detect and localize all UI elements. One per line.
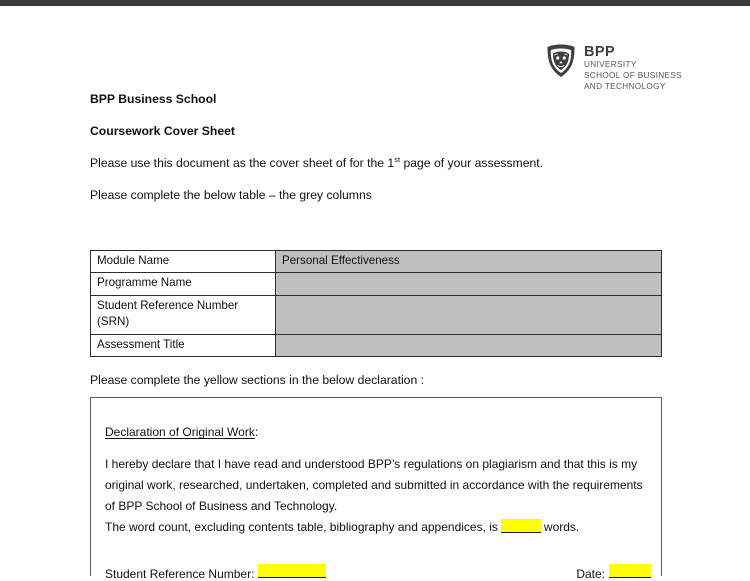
table-label-programme-name: Programme Name (91, 273, 276, 295)
ordinal-suffix: st (394, 154, 401, 164)
bpp-logo-text (584, 44, 682, 93)
heading-business-school: BPP Business School (90, 92, 217, 106)
declaration-title (105, 425, 258, 439)
table-row (91, 273, 662, 295)
bpp-sub-line-school: SCHOOL OF BUSINESS (584, 71, 682, 81)
srn-label: Student Reference Number: (105, 567, 255, 581)
word-count-label-before: The word count, excluding contents table, bibliography and appendices, is (105, 520, 498, 534)
declaration-title-colon: : (254, 425, 259, 439)
table-row (91, 295, 662, 334)
cover-instruction-text-after: page of your assessment. (400, 156, 544, 170)
table-row (91, 251, 662, 273)
table-value-module-name[interactable]: Personal Effectiveness (276, 251, 662, 273)
declaration-title-text: Declaration of Original Work (105, 425, 255, 439)
document-page (0, 6, 750, 581)
bpp-wordmark: BPP (584, 44, 616, 60)
table-label-assessment-title: Assessment Title (91, 334, 276, 356)
table-value-assessment-title[interactable] (276, 334, 662, 356)
table-value-student-reference-number[interactable] (276, 295, 662, 334)
word-count-input[interactable] (501, 519, 541, 533)
cover-instruction-text-before: Please use this document as the cover sheet of for the 1 (90, 156, 395, 170)
date-label: Date: (576, 567, 605, 581)
table-value-programme-name[interactable] (276, 273, 662, 295)
bpp-sub-line-technology: AND TECHNOLOGY (584, 81, 666, 91)
bpp-logo (546, 44, 682, 93)
paragraph-yellow-instruction: Please complete the yellow sections in the below declaration : (90, 373, 424, 387)
heading-coursework-cover-sheet: Coursework Cover Sheet (90, 124, 235, 138)
table-label-student-reference-number: Student Reference Number (SRN) (91, 295, 276, 334)
declaration-box (90, 397, 662, 581)
word-count-line (105, 519, 651, 534)
coursework-info-table (90, 250, 662, 357)
declaration-body-text: I hereby declare that I have read and understood BPP’s regulations on plagiarism and that this is my original work, researched, undertaken, completed and submitted in accordance with the requirements of BPP School of Business and Technology. (105, 457, 643, 513)
table-label-module-name: Module Name (91, 251, 276, 273)
table-row (91, 334, 662, 356)
paragraph-table-instruction: Please complete the below table – the grey columns (90, 188, 372, 202)
signature-line (105, 564, 651, 581)
bpp-sub-line-university: UNIVERSITY (584, 60, 637, 70)
bpp-lion-shield-icon (546, 44, 576, 78)
paragraph-cover-instruction (90, 156, 543, 170)
word-count-label-after: words. (543, 520, 580, 534)
